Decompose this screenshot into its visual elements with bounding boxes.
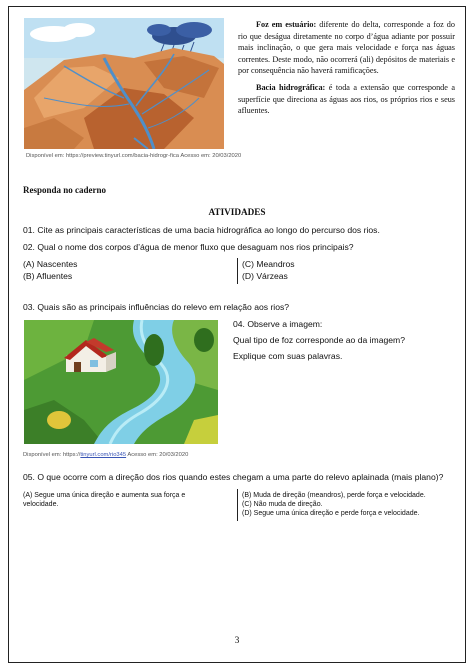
question-04-line1: 04. Observe a imagem: bbox=[233, 319, 323, 329]
q05-divider bbox=[237, 489, 238, 521]
intro-text bbox=[238, 19, 455, 117]
q02-option-d: (D) Várzeas bbox=[242, 271, 288, 281]
caption-basin: Disponível em: https://preview.tinyurl.com/bacia-hidrogr-fica Acesso em: 20/03/2020 bbox=[26, 153, 242, 159]
q05-option-d: (D) Segue uma única direção e perde força e velocidade. bbox=[242, 510, 420, 517]
q02-option-a: (A) Nascentes bbox=[23, 259, 78, 269]
caption-estuary-link[interactable]: tinyurl.com/rio345 bbox=[80, 452, 127, 458]
estuary-illustration bbox=[24, 320, 218, 444]
foz-text: diferente do delta, corresponde a foz do rio que deságua diretamente no corpo d’água adiante por possuir mais inclinação, o que gera mais velocidade e força nas águas correntes. Deste modo, não ocorrerá (ali) depósitos de materiais e por consequência não haverá ramificações. bbox=[238, 20, 455, 76]
question-04-line2: Qual tipo de foz corresponde ao da imagem? bbox=[233, 335, 405, 345]
caption-estuary bbox=[23, 452, 188, 458]
caption-estuary-prefix: Disponível em: https:// bbox=[23, 452, 81, 458]
bacia-paragraph bbox=[238, 82, 455, 117]
q02-option-c: (C) Meandros bbox=[242, 259, 295, 269]
basin-illustration bbox=[24, 18, 224, 149]
q05-option-b: (B) Muda de direção (meandros), perde força e velocidade. bbox=[242, 492, 426, 499]
question-05: 05. O que ocorre com a direção dos rios quando estes chegam a uma parte do relevo aplainada (mais plano)? bbox=[23, 472, 444, 482]
atividades-heading: ATIVIDADES bbox=[208, 207, 266, 217]
bacia-text: é toda a extensão que corresponde a superfície que direciona as águas aos rios, os próprios rios e seus afluentes. bbox=[238, 82, 455, 116]
q05-option-a: (A) Segue uma única direção e aumenta sua força e velocidade. bbox=[23, 492, 186, 509]
question-01: 01. Cite as principais características de uma bacia hidrográfica ao longo do percurso dos rios. bbox=[23, 225, 380, 235]
question-04-line3: Explique com suas palavras. bbox=[233, 351, 343, 361]
bacia-title: Bacia hidrográfica: bbox=[256, 82, 326, 92]
page-number: 3 bbox=[234, 636, 240, 646]
foz-title: Foz em estuário: bbox=[256, 20, 317, 29]
foz-paragraph bbox=[238, 19, 455, 77]
caption-estuary-suffix: Acesso em: 20/03/2020 bbox=[126, 452, 189, 458]
q02-option-b: (B) Afluentes bbox=[23, 271, 73, 281]
q05-option-c: (C) Não muda de direção. bbox=[242, 501, 323, 508]
question-02: 02. Qual o nome dos corpos d’água de menor fluxo que desaguam nos rios principais? bbox=[23, 242, 354, 252]
question-03: 03. Quais são as principais influências do relevo em relação aos rios? bbox=[23, 302, 290, 312]
q02-divider bbox=[237, 258, 238, 284]
responda-heading: Responda no caderno bbox=[23, 185, 107, 195]
